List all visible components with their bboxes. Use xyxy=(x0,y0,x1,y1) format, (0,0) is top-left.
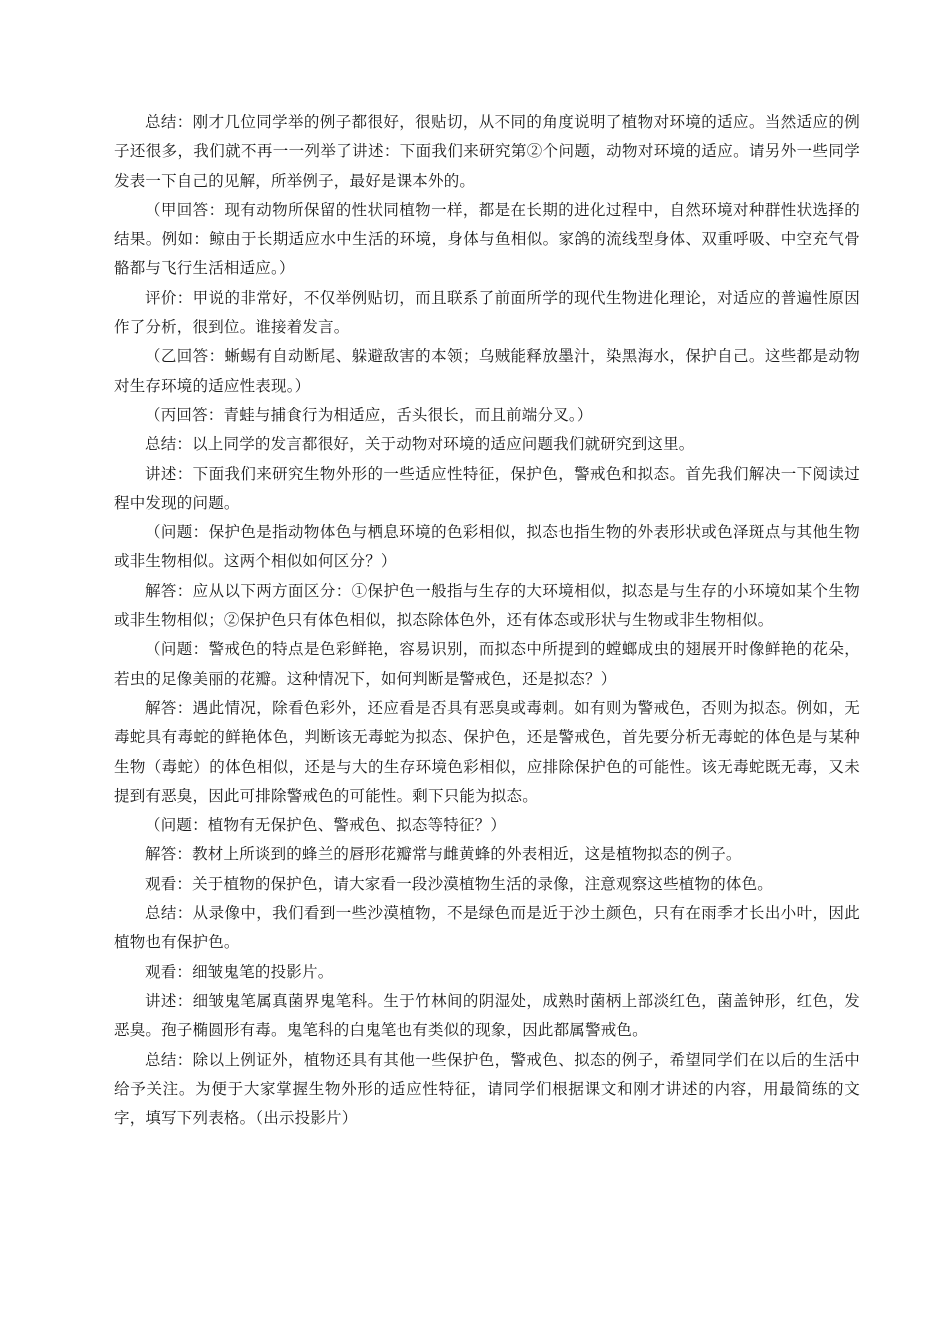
paragraph: 总结：以上同学的发言都很好，关于动物对环境的适应问题我们就研究到这里。 xyxy=(145,435,695,454)
paragraph: （问题：保护色是指动物体色与栖息环境的色彩相似，拟态也指生物的外表形状或色泽斑点与其他生物或非生物相似。这两个相似如何区分？） xyxy=(114,523,860,571)
paragraph: 评价：甲说的非常好，不仅举例贴切，而且联系了前面所学的现代生物进化理论，对适应的普遍性原因作了分析，很到位。谁接着发言。 xyxy=(114,288,860,337)
paragraph: 观看：关于植物的保护色，请大家看一段沙漠植物生活的录像，注意观察这些植物的体色。 xyxy=(145,874,774,893)
paragraph: 总结：除以上例证外，植物还具有其他一些保护色，警戒色、拟态的例子，希望同学们在以后的生活中给予关注。为便于大家掌握生物外形的适应性特征，请同学们根据课文和刚才讲述的内容，用最简练的文字，填写下列表格。（出示投影片） xyxy=(114,1050,860,1128)
paragraph: 观看：细皱鬼笔的投影片。 xyxy=(145,962,334,981)
paragraph: （丙回答：青蛙与捕食行为相适应，舌头很长，而且前端分叉。） xyxy=(145,405,593,424)
document-body xyxy=(114,108,860,1133)
paragraph: 解答：教材上所谈到的蜂兰的唇形花瓣常与雌黄蜂的外表相近，这是植物拟态的例子。 xyxy=(145,845,742,864)
paragraph: 总结：刚才几位同学举的例子都很好，很贴切，从不同的角度说明了植物对环境的适应。当然适应的例子还很多，我们就不再一一列举了讲述：下面我们来研究第②个问题，动物对环境的适应。请另外一些同学发表一下自己的见解，所举例子，最好是课本外的。 xyxy=(114,113,860,190)
paragraph: （问题：植物有无保护色、警戒色、拟态等特征？） xyxy=(145,816,507,835)
paragraph: （甲回答：现有动物所保留的性状同植物一样，都是在长期的进化过程中，自然环境对种群性状选择的结果。例如：鲸由于长期适应水中生活的环境，身体与鱼相似。家鸽的流线型身体、双重呼吸、中空充气骨骼都与飞行生活相适应。） xyxy=(114,200,860,278)
paragraph: 讲述：下面我们来研究生物外形的一些适应性特征，保护色，警戒色和拟态。首先我们解决一下阅读过程中发现的问题。 xyxy=(114,464,860,512)
paragraph: 讲述：细皱鬼笔属真菌界鬼笔科。生于竹林间的阴湿处，成熟时菌柄上部淡红色，菌盖钟形，红色，发恶臭。孢子椭圆形有毒。鬼笔科的白鬼笔也有类似的现象，因此都属警戒色。 xyxy=(114,991,860,1040)
paragraph: 解答：遇此情况，除看色彩外，还应看是否具有恶臭或毒刺。如有则为警戒色，否则为拟态。例如，无毒蛇具有毒蛇的鲜艳体色，判断该无毒蛇为拟态、保护色，还是警戒色，首先要分析无毒蛇的体色是与某种生物（毒蛇）的体色相似，还是与大的生存环境色彩相似，应排除保护色的可能性。该无毒蛇既无毒，又未提到有恶臭，因此可排除警戒色的可能性。剩下只能为拟态。 xyxy=(114,698,860,805)
paragraph: 解答：应从以下两方面区分：①保护色一般指与生存的大环境相似，拟态是与生存的小环境如某个生物或非生物相似；②保护色只有体色相似，拟态除体色外，还有体态或形状与生物或非生物相似。 xyxy=(114,581,860,630)
paragraph: （问题：警戒色的特点是色彩鲜艳，容易识别，而拟态中所提到的螳螂成虫的翅展开时像鲜艳的花朵，若虫的足像美丽的花瓣。这种情况下，如何判断是警戒色，还是拟态？） xyxy=(114,640,860,688)
paragraph: 总结：从录像中，我们看到一些沙漠植物，不是绿色而是近于沙土颜色，只有在雨季才长出小叶，因此植物也有保护色。 xyxy=(114,904,860,952)
paragraph: （乙回答：蜥蜴有自动断尾、躲避敌害的本领；乌贼能释放墨汁，染黑海水，保护自己。这些都是动物对生存环境的适应性表现。） xyxy=(114,347,860,395)
